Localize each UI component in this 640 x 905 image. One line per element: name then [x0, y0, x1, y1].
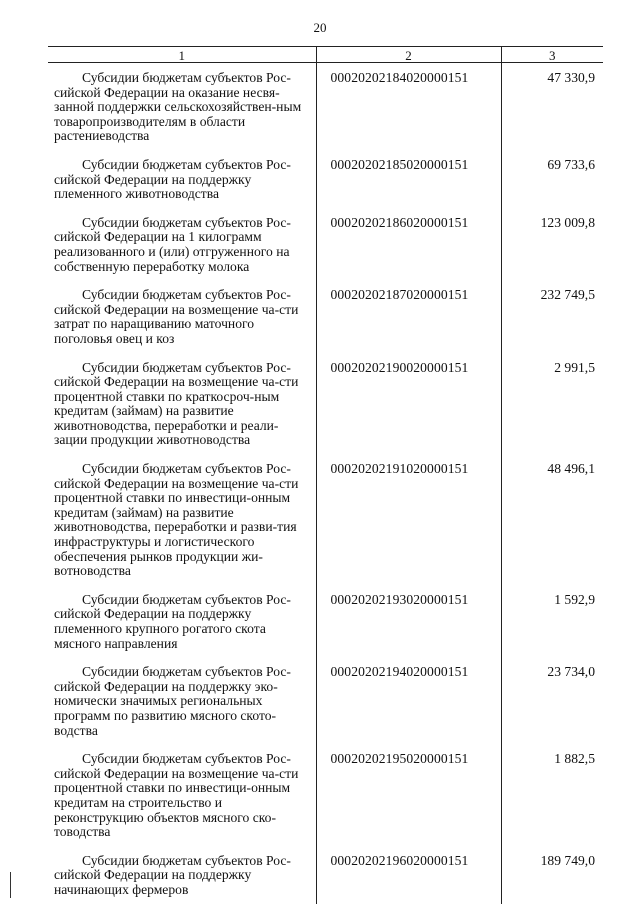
- table-header: [48, 47, 603, 63]
- header-row: [48, 47, 603, 63]
- row-name: Субсидии бюджетам субъектов Рос-сийской Федерации на оказание несвя-занной поддержки сельскохозяйствен-ным товаропроизводителям в области растениеводства: [54, 70, 302, 144]
- row-amount: 189 749,0: [501, 846, 603, 904]
- table-row: [48, 150, 603, 208]
- table-row: [48, 846, 603, 904]
- row-code: 00020202194020000151: [316, 657, 501, 744]
- header-col-3: 3: [501, 47, 603, 63]
- row-name: Субсидии бюджетам субъектов Рос-сийской Федерации на возмещение ча-сти процентной ставки по инвестици-онным кредитам (займам) на развитие животноводства, переработки и разви-тия инфраструктуры и логистического обеспечения рынков продукции жи-вотноводства: [54, 461, 299, 579]
- scan-edge-mark: [10, 872, 11, 898]
- table-row: [48, 63, 603, 150]
- row-amount: 23 734,0: [501, 657, 603, 744]
- table-row: [48, 280, 603, 352]
- row-name: Субсидии бюджетам субъектов Рос-сийской Федерации на поддержку племенного животноводства: [54, 156, 291, 202]
- table-row: [48, 454, 603, 585]
- row-code: 00020202185020000151: [316, 150, 501, 208]
- row-code: 00020202196020000151: [316, 846, 501, 904]
- row-name: Субсидии бюджетам субъектов Рос-сийской Федерации на возмещение ча-сти затрат по наращиванию маточного поголовья овец и коз: [54, 287, 299, 346]
- row-name: Субсидии бюджетам субъектов Рос-сийской Федерации на возмещение ча-сти процентной ставки по инвестици-онным кредитам на строительство и реконструкцию объектов мясного ско-товодства: [54, 751, 299, 840]
- row-amount: 48 496,1: [501, 454, 603, 585]
- row-amount: 123 009,8: [501, 208, 603, 280]
- row-name: Субсидии бюджетам субъектов Рос-сийской Федерации на поддержку начинающих фермеров: [54, 852, 291, 897]
- row-name: Субсидии бюджетам субъектов Рос-сийской Федерации на поддержку эко-номически значимых региональных программ по развитию мясного ското-водства: [54, 664, 291, 738]
- row-code: 00020202191020000151: [316, 454, 501, 585]
- row-code: 00020202187020000151: [316, 280, 501, 352]
- table-row: [48, 744, 603, 846]
- row-amount: 1 882,5: [501, 744, 603, 846]
- header-col-2: 2: [316, 47, 501, 63]
- row-name: Субсидии бюджетам субъектов Рос-сийской Федерации на поддержку племенного крупного рогатого скота мясного направления: [54, 591, 291, 651]
- table-body: [48, 63, 603, 904]
- page-number: 20: [313, 20, 327, 35]
- row-name: Субсидии бюджетам субъектов Рос-сийской Федерации на 1 килограмм реализованного и (или) отгруженного на собственную переработку молока: [54, 214, 291, 274]
- table-row: [48, 353, 603, 455]
- row-code: 00020202193020000151: [316, 585, 501, 657]
- row-amount: 47 330,9: [501, 63, 603, 150]
- row-code: 00020202190020000151: [316, 353, 501, 455]
- table-row: [48, 585, 603, 657]
- header-col-1: 1: [48, 47, 316, 63]
- row-code: 00020202184020000151: [316, 63, 501, 150]
- row-code: 00020202195020000151: [316, 744, 501, 846]
- row-amount: 69 733,6: [501, 150, 603, 208]
- table-row: [48, 657, 603, 744]
- budget-table: [48, 46, 603, 904]
- row-name: Субсидии бюджетам субъектов Рос-сийской Федерации на возмещение ча-сти процентной ставки по краткосроч-ным кредитам (займам) на развитие животноводства, переработки и реали-зации продукции животноводства: [54, 359, 299, 448]
- row-amount: 2 991,5: [501, 353, 603, 455]
- row-amount: 232 749,5: [501, 280, 603, 352]
- row-amount: 1 592,9: [501, 585, 603, 657]
- table-row: [48, 208, 603, 280]
- row-code: 00020202186020000151: [316, 208, 501, 280]
